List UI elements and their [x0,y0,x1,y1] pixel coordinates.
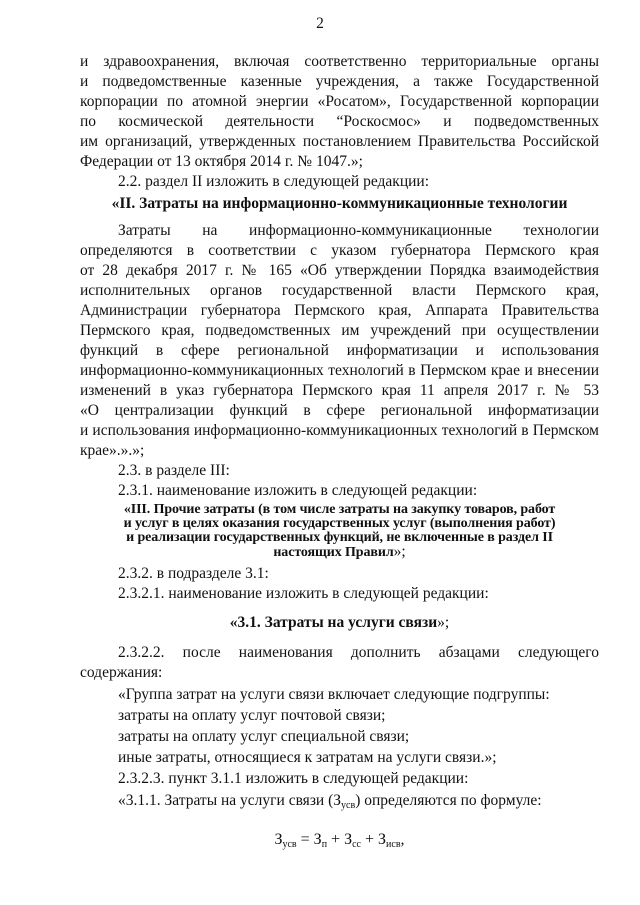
text-line: 2.3.2.2. после наименования дополнить абзацами следующего [118,644,599,661]
section-heading: «III. Прочие затраты (в том числе затраты на закупку товаров, работ [123,502,556,517]
text-line: от 28 декабря 2017 г. № 165 «Об утверждении Порядка взаимодействия [80,262,599,279]
text-line: и подведомственные казенные учреждения, а также Государственной [80,73,599,90]
section-heading: и реализации государственных функций, не включенные в раздел II [126,530,553,545]
heading-text: настоящих Правил [273,545,394,560]
heading-tail: »; [437,614,450,631]
text-line [118,791,599,811]
text-line: им организаций, утвержденных постановлением Правительства Российской [80,133,599,150]
formula [80,830,599,850]
formula-subscript: п [321,839,328,850]
text-line: по космической деятельности “Роскосмос» и подведомственных [80,113,599,130]
text-line: «О централизации функций в сфере региональной информатизации [80,402,599,419]
text-span: «3.1.1. Затраты на услуги связи (З [118,792,342,809]
text-line: затраты на оплату услуг почтовой связи; [118,707,386,724]
formula-punctuation: , [400,831,405,848]
heading-tail: »; [393,543,406,560]
text-line: информационно-коммуникационных технологий в Пермском крае и внесении [80,362,599,379]
formula-symbol: З [378,831,387,848]
text-line: определяются в соответствии с указом губернатора Пермского края [80,242,599,259]
text-line: и использования информационно-коммуникационных технологий в Пермском [80,422,599,439]
subsection-heading [80,613,599,633]
text-span: ) определяются по формуле: [355,792,542,809]
formula-symbol: З [274,831,283,848]
text-line: Администрации губернатора Пермского края, Аппарата Правительства [80,302,599,319]
page-number: 2 [316,15,324,32]
section-heading [80,544,599,560]
formula-symbol: З [344,831,353,848]
formula-operator: = [296,831,314,848]
text-line: затраты на оплату услуг специальной связи; [118,728,410,745]
formula-subscript: исв [386,839,401,850]
text-line: 2.2. раздел II изложить в следующей редакции: [118,173,430,190]
text-line: исполнительных органов государственной власти Пермского края, [80,282,599,299]
section-heading: и услуг в целях оказания государственных услуг (выполнения работ) [123,516,556,531]
text-line: 2.3.2.1. наименование изложить в следующей редакции: [118,585,489,602]
text-line: Федерации от 13 октября 2014 г. № 1047.»; [80,153,363,170]
text-line: 2.3.2. в подразделе 3.1: [118,565,269,582]
text-line: 2.3.1. наименование изложить в следующей редакции: [118,482,478,499]
text-line: крае».».»; [80,442,145,459]
text-line: функций в сфере региональной информатизации и использования [80,342,599,359]
text-line: иные затраты, относящиеся к затратам на услуги связи.»; [118,749,497,766]
formula-symbol: З [313,831,322,848]
heading-text: «3.1. Затраты на услуги связи [229,614,438,631]
text-line: корпорации по атомной энергии «Росатом», Государственной корпорации [80,93,599,110]
text-line: «Группа затрат на услуги связи включает следующие подгруппы: [118,686,550,703]
section-heading: «II. Затраты на информационно-коммуникационные технологии [111,195,568,212]
text-line: 2.3. в разделе III: [118,462,230,479]
text-line: 2.3.2.3. пункт 3.1.1 изложить в следующей редакции: [118,770,469,787]
text-line: содержания: [80,664,163,681]
formula-operator: + [327,831,345,848]
text-line: изменений в указ губернатора Пермского края 11 апреля 2017 г. № 53 [80,382,599,399]
text-line: и здравоохранения, включая соответственно территориальные органы [80,53,599,70]
formula-operator: + [360,831,379,848]
formula-subscript: сс [352,839,361,850]
subscript: усв [341,800,356,811]
text-line: Затраты на информационно-коммуникационные технологии [118,222,599,239]
text-line: Пермского края, подведомственных им учреждений при осуществлении [80,322,599,339]
formula-subscript: усв [282,839,297,850]
